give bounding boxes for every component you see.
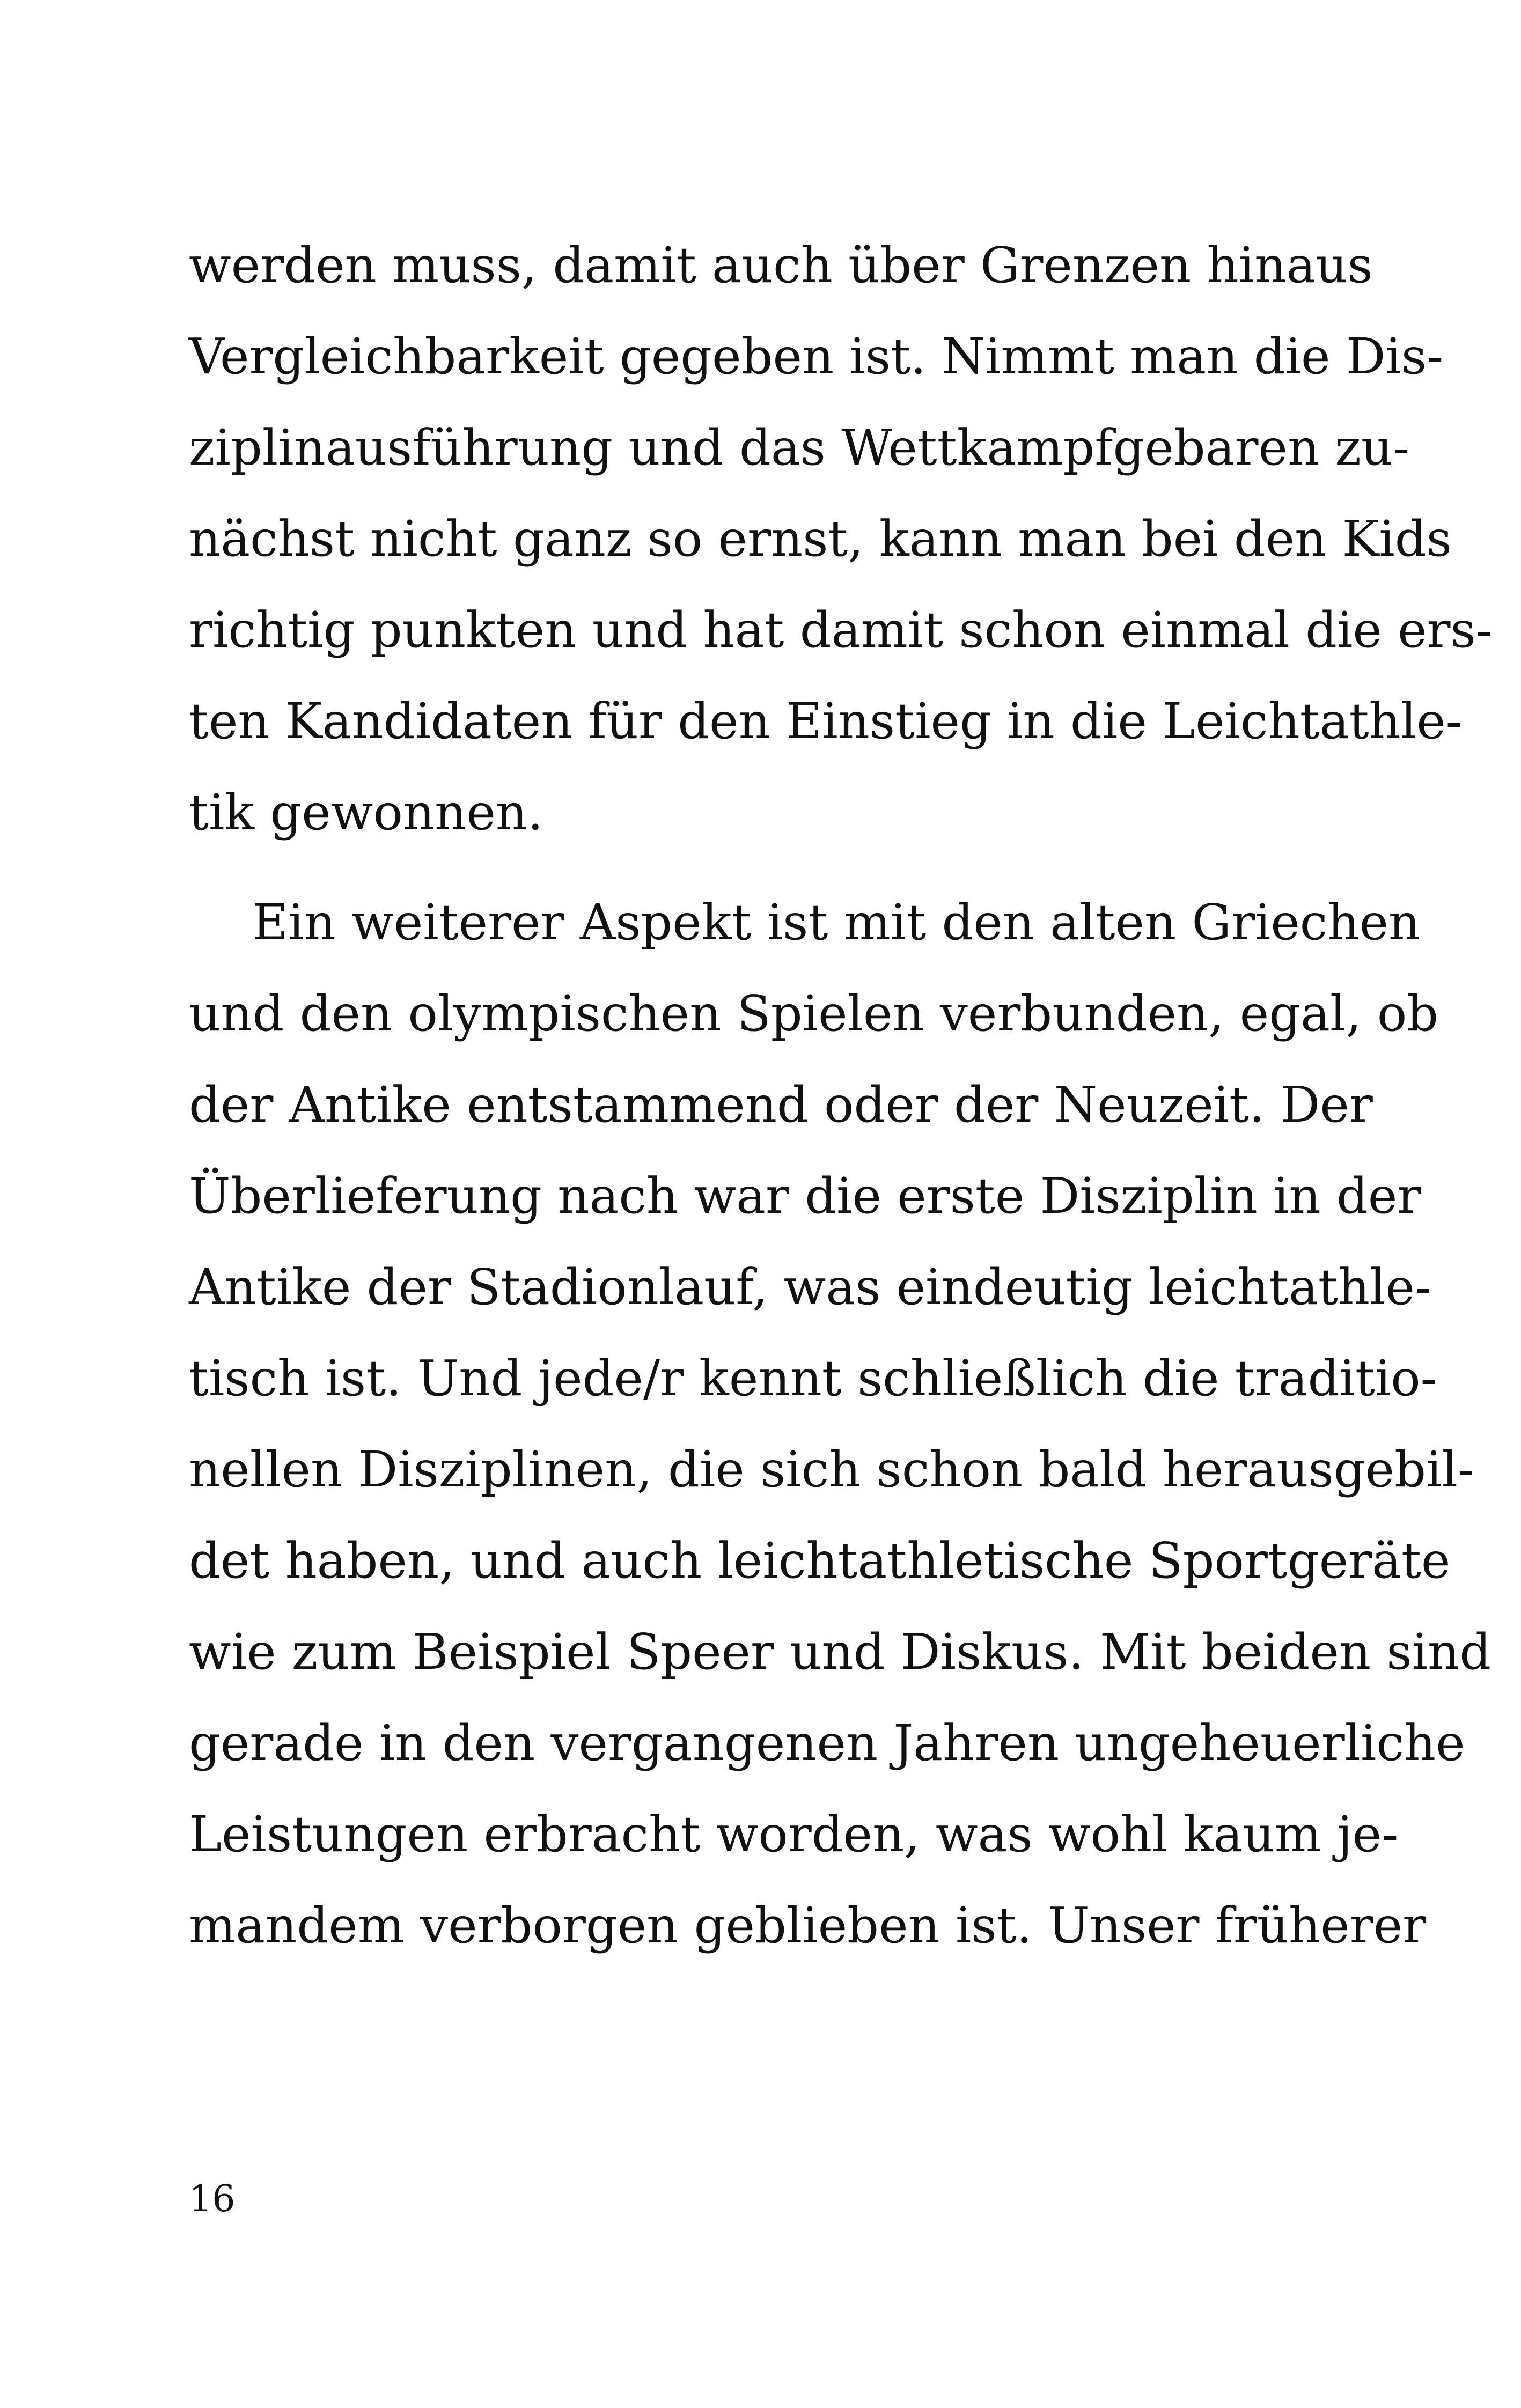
text-line: Ein weiterer Aspekt ist mit den alten Griechen: [252, 894, 1421, 951]
text-line: der Antike entstammend oder der Neuzeit. Der: [189, 1076, 1373, 1133]
text-line: nellen Disziplinen, die sich schon bald herausgebil-: [189, 1441, 1474, 1498]
text-line: und den olympischen Spielen verbunden, egal, ob: [189, 985, 1439, 1042]
text-line: werden muss, damit auch über Grenzen hinaus: [189, 237, 1373, 294]
text-line: Leistungen erbracht worden, was wohl kaum je-: [189, 1806, 1399, 1863]
text-line: Vergleichbarkeit gegeben ist. Nimmt man die Dis-: [189, 328, 1444, 385]
text-line: det haben, und auch leichtathletische Sportgeräte: [189, 1532, 1451, 1589]
page-number: 16: [189, 2178, 236, 2220]
text-line: wie zum Beispiel Speer und Diskus. Mit beiden sind: [189, 1623, 1491, 1681]
text-line: tisch ist. Und jede/r kennt schließlich die traditio-: [189, 1350, 1437, 1407]
text-line: gerade in den vergangenen Jahren ungeheuerliche: [189, 1714, 1465, 1772]
text-line: Antike der Stadionlauf, was eindeutig leichtathle-: [189, 1258, 1432, 1316]
text-line: Überlieferung nach war die erste Disziplin in der: [189, 1167, 1421, 1225]
text-line: ten Kandidaten für den Einstieg in die Leichtathle-: [189, 693, 1463, 750]
text-line: richtig punkten und hat damit schon einmal die ers-: [189, 601, 1493, 659]
text-line: [189, 1971, 1294, 2063]
text-line: tik gewonnen.: [189, 784, 543, 841]
text-line: nächst nicht ganz so ernst, kann man bei den Kids: [189, 510, 1452, 568]
text-line: ziplinausführung und das Wettkampfgebaren zu-: [189, 419, 1410, 476]
text-line: mandem verborgen geblieben ist. Unser früherer: [189, 1897, 1427, 1954]
